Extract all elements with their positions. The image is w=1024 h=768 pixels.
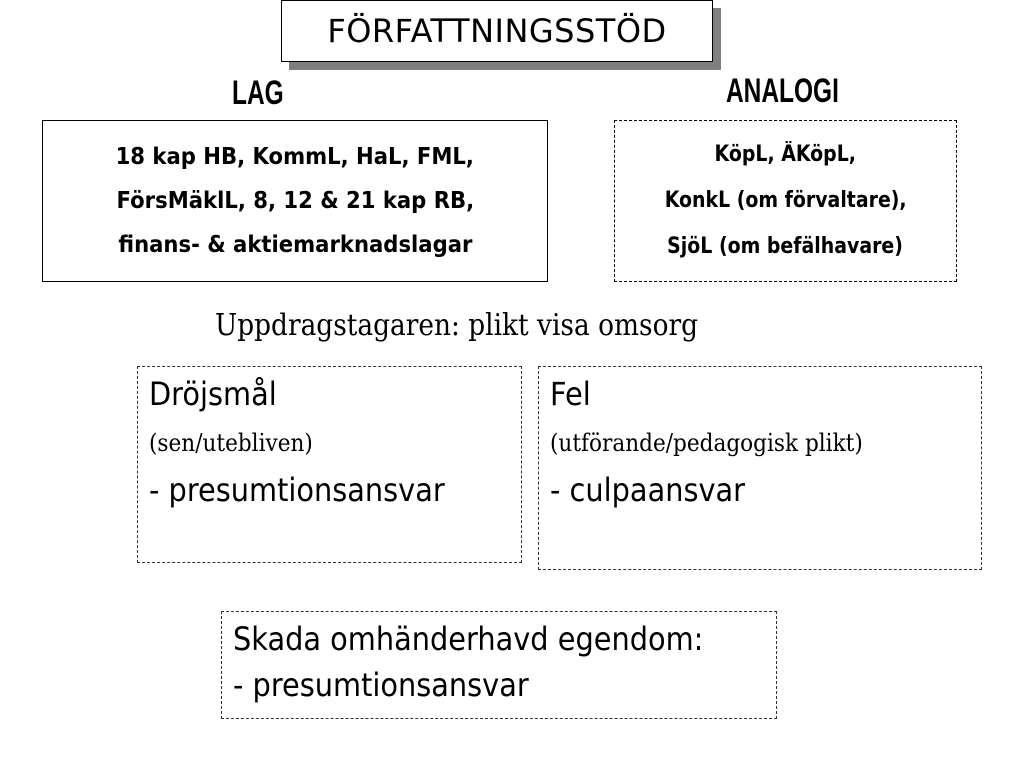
skada-box <box>221 611 777 719</box>
lag-line-3: finans- & aktiemarknadslagar <box>117 232 473 258</box>
analogi-heading: ANALOGI <box>726 72 839 110</box>
analogi-line-1: KöpL, ÄKöpL, <box>714 142 857 167</box>
lag-line-2: FörsMäklL, 8, 12 & 21 kap RB, <box>116 188 474 214</box>
page-title: FÖRFATTNINGSSTÖD <box>327 12 667 50</box>
skada-title: Skada omhänderhavd egendom: <box>233 620 704 658</box>
fel-liability: - culpaansvar <box>550 471 746 509</box>
lag-box <box>42 120 548 282</box>
fel-title: Fel <box>550 375 591 413</box>
analogi-box <box>614 120 957 282</box>
fel-subtitle: (utförande/pedagogisk plikt) <box>550 429 863 457</box>
skada-liability: - presumtionsansvar <box>233 666 529 704</box>
drojsmal-liability: - presumtionsansvar <box>149 471 445 509</box>
duty-heading: Uppdragstagaren: plikt visa omsorg <box>215 308 698 343</box>
drojsmal-subtitle: (sen/utebliven) <box>149 429 313 457</box>
drojsmal-title: Dröjsmål <box>149 375 277 413</box>
analogi-line-3: SjöL (om befälhavare) <box>667 234 904 259</box>
drojsmal-box <box>137 366 522 563</box>
lag-heading: LAG <box>232 74 284 112</box>
fel-box <box>538 366 982 570</box>
analogi-line-2: KonkL (om förvaltare), <box>664 188 907 213</box>
title-box <box>281 0 713 62</box>
lag-line-1: 18 kap HB, KommL, HaL, FML, <box>115 144 475 170</box>
